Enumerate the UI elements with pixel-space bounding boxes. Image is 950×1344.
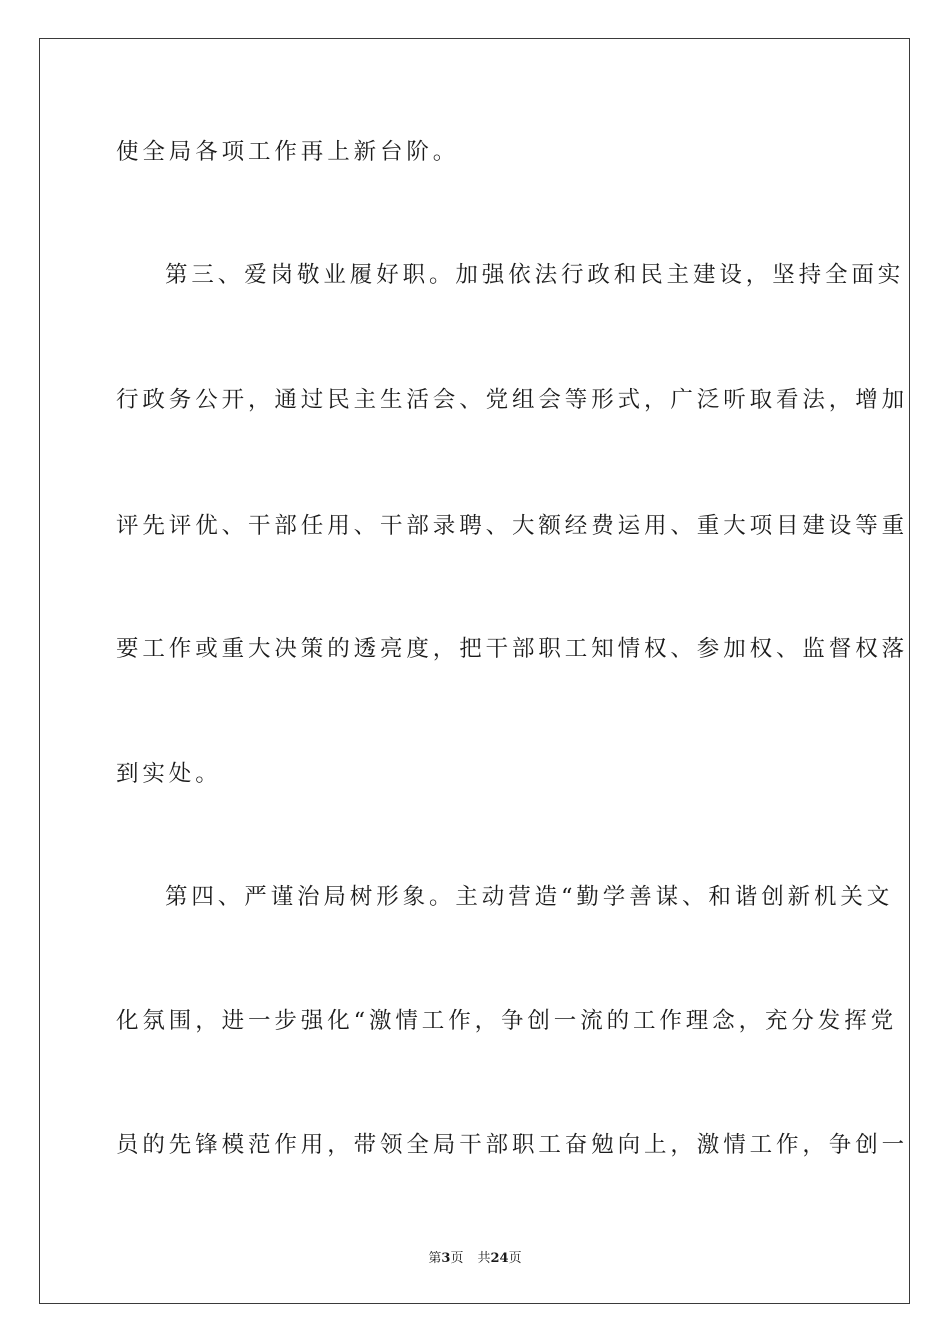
paragraph-line-9: 员的先锋模范作用，带领全局干部职工奋勉向上，激情工作，争创一 <box>116 1132 909 1158</box>
paragraph-line-7: 第四、严谨治局树形象。主动营造“勤学善谋、和谐创新机关文 <box>165 884 894 910</box>
paragraph-line-4: 评先评优、干部任用、干部录聘、大额经费运用、重大项目建设等重 <box>116 513 909 539</box>
paragraph-line-5: 要工作或重大决策的透亮度，把干部职工知情权、参加权、监督权落 <box>116 636 909 662</box>
page-border <box>39 38 910 1304</box>
paragraph-line-3: 行政务公开，通过民主生活会、党组会等形式，广泛听取看法，增加 <box>116 387 909 413</box>
page-suffix: 页 <box>450 1251 464 1266</box>
paragraph-line-6: 到实处。 <box>116 761 222 787</box>
total-page-count: 24 <box>490 1251 509 1266</box>
paragraph-line-8: 化氛围，进一步强化“激情工作，争创一流的工作理念，充分发挥党 <box>116 1008 898 1034</box>
page-footer <box>0 1247 950 1266</box>
current-page-number: 3 <box>441 1251 451 1266</box>
paragraph-line-2: 第三、爱岗敬业履好职。加强依法行政和民主建设，坚持全面实 <box>165 262 905 288</box>
paragraph-line-1: 使全局各项工作再上新台阶。 <box>116 139 460 165</box>
total-suffix: 页 <box>508 1251 522 1266</box>
page-prefix: 第 <box>428 1251 442 1266</box>
total-prefix: 共 <box>477 1251 491 1266</box>
